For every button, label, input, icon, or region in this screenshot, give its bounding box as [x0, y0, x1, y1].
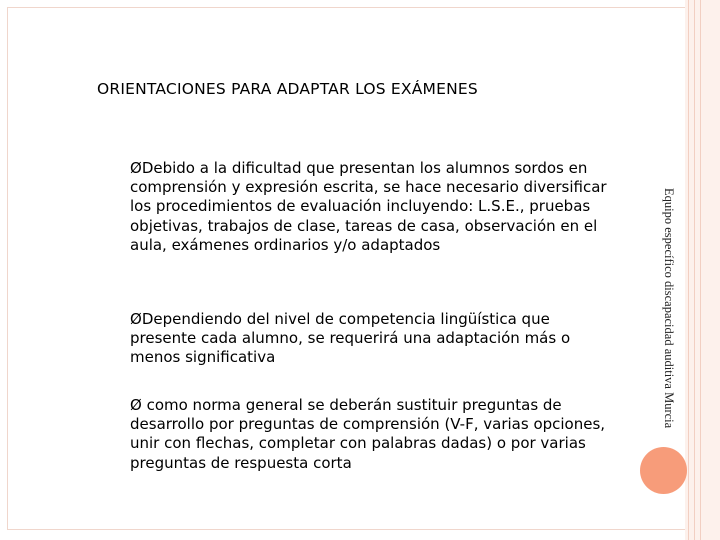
band-line	[688, 0, 689, 540]
slide-title: ORIENTACIONES PARA ADAPTAR LOS EXÁMENES	[97, 80, 478, 98]
bullet-arrow-icon: Ø	[130, 159, 142, 177]
bullet-arrow-icon: Ø	[130, 310, 142, 328]
decorative-side-band	[685, 0, 720, 540]
bullet-item	[130, 396, 610, 473]
bullet-arrow-icon: Ø	[130, 396, 142, 414]
bullet-text: Dependiendo del nivel de competencia lingüística que presente cada alumno, se requerirá una adaptación más o menos significativa	[130, 310, 571, 367]
band-line	[700, 0, 701, 540]
band-line	[694, 0, 695, 540]
bullet-item	[130, 310, 610, 368]
side-caption: Equipo específico discapacidad auditiva Murcia	[662, 188, 676, 429]
bullet-text: Debido a la dificultad que presentan los alumnos sordos en comprensión y expresión escrita, se hace necesario diversificar los procedimientos de evaluación incluyendo: L.S.E., pruebas objetivas, trabajos de clase, tareas de casa, observación en el aula, exámenes ordinarios y/o adaptados	[130, 159, 607, 254]
bullet-item	[130, 159, 610, 255]
bullet-text: como norma general se deberán sustituir preguntas de desarrollo por preguntas de comprensión (V-F, varias opciones, unir con flechas, completar con palabras dadas) o por varias preguntas de respuesta corta	[130, 396, 606, 472]
decorative-circle	[640, 447, 687, 494]
